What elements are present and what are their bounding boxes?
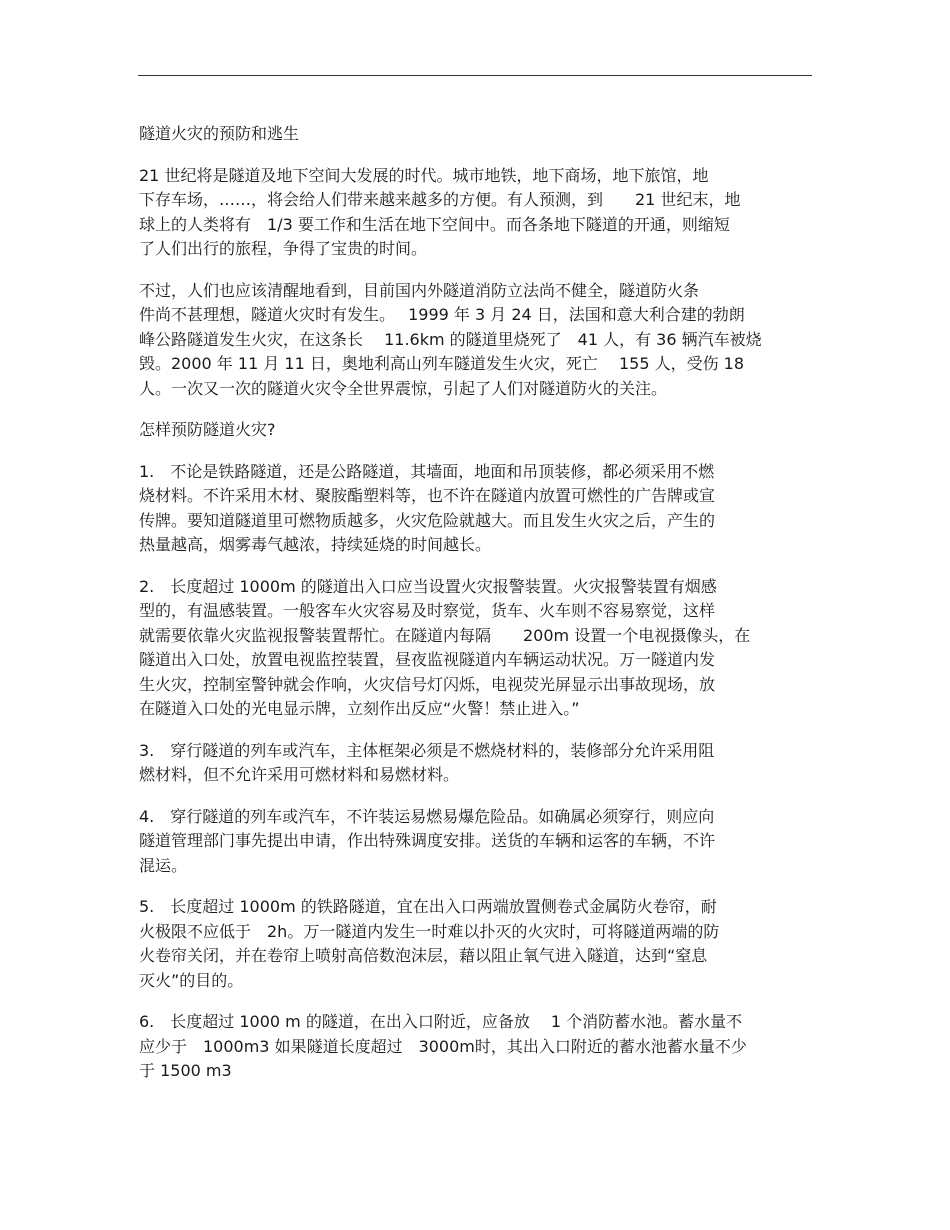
text-line: 烧材料。不许采用木材、聚胺酯塑料等，也不许在隧道内放置可燃性的广告牌或宣 <box>139 486 716 505</box>
text-line: 2. 长度超过 1000m 的隧道出入口应当设置火灾报警装置。火灾报警装置有烟感 <box>139 576 717 596</box>
text-line: 混运。 <box>139 855 188 875</box>
section-question: 怎样预防隧道火灾? <box>139 420 276 439</box>
intro-paragraph <box>139 164 799 262</box>
text-line: 人。一次又一次的隧道火灾令全世界震惊，引起了人们对隧道防火的关注。 <box>139 378 668 398</box>
text-line: 灭火”的目的。 <box>139 970 244 990</box>
text-line: 传牌。要知道隧道里可燃物质越多，火灾危险就越大。而且发生火灾之后，产生的 <box>139 510 716 530</box>
text-line: 隧道管理部门事先提出申请，作出特殊调度安排。送货的车辆和运客的车辆，不许 <box>139 831 716 850</box>
list-item-6 <box>139 1010 799 1084</box>
text-line: 不过，人们也应该清醒地看到，目前国内外隧道消防立法尚不健全，隧道防火条 <box>139 280 700 300</box>
text-line: 峰公路隧道发生火灾，在这条长 11.6km 的隧道里烧死了 41 人，有 36 辆汽车被烧 <box>139 329 762 349</box>
list-item-4 <box>139 805 799 879</box>
text-line: 生火灾，控制室警钟就会作响，火灾信号灯闪烁，电视荧光屏显示出事故现场，放 <box>139 674 716 694</box>
text-line: 3. 穿行隧道的列车或汽车，主体框架必须是不燃烧材料的，装修部分允许采用阻 <box>139 740 715 760</box>
text-line: 型的，有温感装置。一般客车火灾容易及时察觉，货车、火车则不容易察觉，这样 <box>139 601 716 620</box>
list-item-2 <box>139 575 799 722</box>
text-line: 就需要依靠火灾监视报警装置帮忙。在隧道内每隔 200m 设置一个电视摄像头，在 <box>139 625 751 645</box>
text-line: 热量越高，烟雾毒气越浓，持续延烧的时间越长。 <box>139 535 492 554</box>
text-line: 球上的人类将有 1/3 要工作和生活在地下空间中。而各条地下隧道的开通，则缩短 <box>139 214 730 234</box>
list-item-3 <box>139 739 799 788</box>
text-line: 1. 不论是铁路隧道，还是公路隧道，其墙面，地面和吊顶装修，都必须采用不燃 <box>139 461 715 481</box>
text-line: 6. 长度超过 1000 m 的隧道，在出入口附近，应备放 1 个消防蓄水池。蓄水量不 <box>139 1012 743 1031</box>
document-body <box>139 122 799 1101</box>
text-line: 应少于 1000m3 如果隧道长度超过 3000m时，其出入口附近的蓄水池蓄水量不少 <box>139 1036 747 1056</box>
text-line: 件尚不甚理想，隧道火灾时有发生。 1999 年 3 月 24 日，法国和意大利合建的勃朗 <box>139 305 745 324</box>
header-rule <box>138 75 812 76</box>
text-line: 毁。2000 年 11 月 11 日，奥地利高山列车隧道发生火灾，死亡 155 人，受伤 18 <box>139 354 745 373</box>
text-line: 4. 穿行隧道的列车或汽车，不许装运易燃易爆危险品。如确属必须穿行，则应向 <box>139 806 715 826</box>
document-title: 隧道火灾的预防和逃生 <box>139 124 300 143</box>
text-line: 火卷帘关闭，并在卷帘上喷射高倍数泡沫层，藉以阻止氧气进入隧道，达到“窒息 <box>139 946 708 965</box>
text-line: 燃材料，但不允许采用可燃材料和易燃材料。 <box>139 765 460 784</box>
text-line: 隧道出入口处，放置电视监控装置，昼夜监视隧道内车辆运动状况。万一隧道内发 <box>139 650 716 669</box>
text-line: 在隧道入口处的光电显示牌，立刻作出反应“火警！禁止进入。” <box>139 699 580 718</box>
text-line: 于 1500 m3 <box>139 1061 232 1080</box>
list-item-1 <box>139 460 799 558</box>
list-item-5 <box>139 895 799 993</box>
text-line: 火极限不应低于 2h。万一隧道内发生一时难以扑灭的火灾时，可将隧道两端的防 <box>139 921 720 941</box>
text-line: 了人们出行的旅程，争得了宝贵的时间。 <box>139 239 428 258</box>
text-line: 21 世纪将是隧道及地下空间大发展的时代。城市地铁，地下商场，地下旅馆，地 <box>139 165 709 185</box>
background-paragraph <box>139 279 799 402</box>
text-line: 下存车场，……，将会给人们带来越来越多的方便。有人预测，到 21 世纪末，地 <box>139 190 741 209</box>
text-line: 5. 长度超过 1000m 的铁路隧道，宜在出入口两端放置侧卷式金属防火卷帘，耐 <box>139 897 717 916</box>
